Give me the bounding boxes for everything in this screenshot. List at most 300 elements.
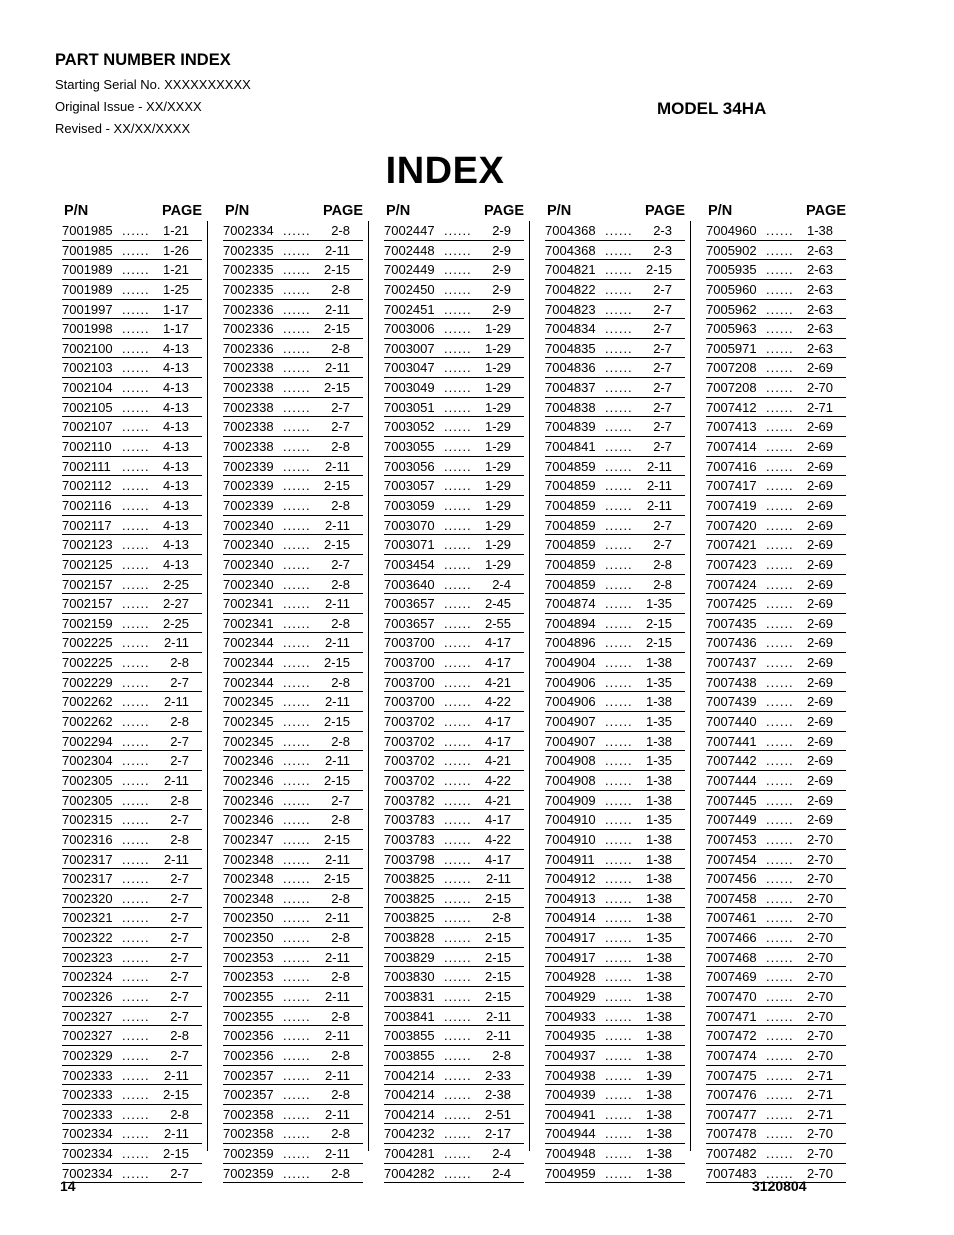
index-row xyxy=(545,280,685,300)
dot-leader: ...... xyxy=(444,988,472,1004)
index-row xyxy=(545,850,685,870)
page-reference: 4-13 xyxy=(162,399,189,415)
part-number: 7004914 xyxy=(545,910,596,926)
part-number: 7002105 xyxy=(62,399,113,415)
dot-leader: ...... xyxy=(605,380,633,396)
dot-leader: ...... xyxy=(283,831,311,847)
part-number: 7002104 xyxy=(62,380,113,396)
dot-leader: ...... xyxy=(283,615,311,631)
page-reference: 1-35 xyxy=(645,753,672,769)
dot-leader: ...... xyxy=(283,930,311,946)
page-reference: 2-69 xyxy=(806,674,833,690)
dot-leader: ...... xyxy=(605,596,633,612)
page-reference: 1-38 xyxy=(645,1146,672,1162)
index-row xyxy=(223,241,363,261)
part-number: 7003056 xyxy=(384,458,435,474)
index-row xyxy=(706,791,846,811)
part-number: 7004908 xyxy=(545,772,596,788)
dot-leader: ...... xyxy=(605,890,633,906)
dot-leader: ...... xyxy=(444,792,472,808)
page-reference: 2-7 xyxy=(170,871,189,887)
index-row xyxy=(545,594,685,614)
part-number: 7002262 xyxy=(62,714,113,730)
dot-leader: ...... xyxy=(444,1008,472,1024)
page-reference: 2-70 xyxy=(806,380,833,396)
part-number: 7003841 xyxy=(384,1008,435,1024)
index-row xyxy=(545,535,685,555)
part-number: 7007424 xyxy=(706,576,757,592)
index-row xyxy=(223,437,363,457)
page-reference: 1-38 xyxy=(645,890,672,906)
dot-leader: ...... xyxy=(122,714,150,730)
page-reference: 2-27 xyxy=(162,596,189,612)
page-reference: 2-8 xyxy=(331,340,350,356)
dot-leader: ...... xyxy=(766,831,794,847)
index-row xyxy=(706,319,846,339)
index-row xyxy=(223,476,363,496)
part-number: 7002345 xyxy=(223,733,274,749)
page-reference: 2-8 xyxy=(331,576,350,592)
page-reference: 4-21 xyxy=(484,792,511,808)
dot-leader: ...... xyxy=(605,1146,633,1162)
page-header: PAGE xyxy=(161,203,202,219)
index-row xyxy=(545,1046,685,1066)
page-reference: 2-7 xyxy=(170,930,189,946)
dot-leader: ...... xyxy=(605,281,633,297)
dot-leader: ...... xyxy=(444,497,472,513)
index-row xyxy=(384,260,524,280)
dot-leader: ...... xyxy=(766,1067,794,1083)
part-number: 7001989 xyxy=(62,262,113,278)
dot-leader: ...... xyxy=(444,851,472,867)
index-row xyxy=(545,889,685,909)
index-row xyxy=(384,555,524,575)
part-number: 7007440 xyxy=(706,714,757,730)
dot-leader: ...... xyxy=(283,792,311,808)
dot-leader: ...... xyxy=(283,537,311,553)
dot-leader: ...... xyxy=(122,497,150,513)
dot-leader: ...... xyxy=(122,340,150,356)
dot-leader: ...... xyxy=(444,223,472,238)
part-number: 7007435 xyxy=(706,615,757,631)
page-reference: 1-25 xyxy=(162,281,189,297)
part-number: 7007414 xyxy=(706,439,757,455)
part-number: 7007466 xyxy=(706,930,757,946)
index-row xyxy=(545,300,685,320)
dot-leader: ...... xyxy=(605,812,633,828)
page-reference: 2-8 xyxy=(331,1008,350,1024)
index-row xyxy=(706,555,846,575)
index-row xyxy=(223,555,363,575)
page-reference: 2-69 xyxy=(806,792,833,808)
page-reference: 2-63 xyxy=(806,301,833,317)
index-row xyxy=(706,221,846,241)
part-number: 7002334 xyxy=(223,223,274,238)
index-row xyxy=(706,967,846,987)
dot-leader: ...... xyxy=(444,360,472,376)
page-reference: 2-15 xyxy=(645,635,672,651)
index-row xyxy=(223,575,363,595)
page-reference: 4-13 xyxy=(162,360,189,376)
dot-leader: ...... xyxy=(766,439,794,455)
index-row xyxy=(384,358,524,378)
dot-leader: ...... xyxy=(444,439,472,455)
page-reference: 2-69 xyxy=(806,772,833,788)
part-number: 7003798 xyxy=(384,851,435,867)
part-number: 7007208 xyxy=(706,360,757,376)
column-header xyxy=(706,200,846,221)
dot-leader: ...... xyxy=(122,321,150,337)
part-number: 7002340 xyxy=(223,517,274,533)
page-reference: 2-15 xyxy=(323,871,350,887)
dot-leader: ...... xyxy=(122,1165,150,1181)
part-number: 7007444 xyxy=(706,772,757,788)
page-reference: 2-8 xyxy=(170,1106,189,1122)
column-divider xyxy=(690,221,691,1151)
part-number: 7002334 xyxy=(62,1126,113,1142)
dot-leader: ...... xyxy=(766,1165,794,1181)
part-number: 7005902 xyxy=(706,242,757,258)
index-row xyxy=(223,869,363,889)
dot-leader: ...... xyxy=(122,851,150,867)
part-number: 7003783 xyxy=(384,812,435,828)
index-row xyxy=(706,1007,846,1027)
part-number: 7004368 xyxy=(545,242,596,258)
part-number: 7002117 xyxy=(62,517,112,533)
part-number: 7003831 xyxy=(384,988,435,1004)
index-row xyxy=(384,339,524,359)
part-number: 7002348 xyxy=(223,890,274,906)
part-number: 7002327 xyxy=(62,1008,113,1024)
page-reference: 2-69 xyxy=(806,419,833,435)
page-reference: 1-38 xyxy=(645,871,672,887)
dot-leader: ...... xyxy=(122,576,150,592)
part-number: 7007437 xyxy=(706,655,757,671)
part-number: 7002353 xyxy=(223,969,274,985)
dot-leader: ...... xyxy=(283,733,311,749)
part-number: 7004907 xyxy=(545,714,596,730)
part-number: 7002344 xyxy=(223,655,274,671)
part-number: 7002100 xyxy=(62,340,113,356)
part-number: 7004948 xyxy=(545,1146,596,1162)
part-number: 7002338 xyxy=(223,439,274,455)
part-number: 7004859 xyxy=(545,497,596,513)
index-row xyxy=(545,614,685,634)
page-reference: 2-8 xyxy=(170,792,189,808)
index-row xyxy=(706,908,846,928)
part-number: 7002339 xyxy=(223,458,274,474)
dot-leader: ...... xyxy=(122,380,150,396)
part-number: 7002447 xyxy=(384,223,435,238)
dot-leader: ...... xyxy=(122,596,150,612)
dot-leader: ...... xyxy=(283,301,311,317)
page-reference: 2-8 xyxy=(331,281,350,297)
dot-leader: ...... xyxy=(122,1126,150,1142)
dot-leader: ...... xyxy=(122,655,150,671)
page-reference: 1-29 xyxy=(484,458,511,474)
dot-leader: ...... xyxy=(283,321,311,337)
part-number: 7004859 xyxy=(545,458,596,474)
page-reference: 1-38 xyxy=(645,1028,672,1044)
index-row xyxy=(706,437,846,457)
page-reference: 2-25 xyxy=(162,576,189,592)
part-number: 7002225 xyxy=(62,635,113,651)
index-row xyxy=(384,535,524,555)
index-row xyxy=(223,653,363,673)
page-reference: 2-8 xyxy=(492,910,511,926)
index-row xyxy=(62,1105,202,1125)
page-reference: 1-38 xyxy=(645,1126,672,1142)
page-reference: 2-69 xyxy=(806,753,833,769)
part-number: 7004906 xyxy=(545,674,596,690)
index-row xyxy=(384,378,524,398)
page-reference: 1-29 xyxy=(484,360,511,376)
page-reference: 4-13 xyxy=(162,458,189,474)
dot-leader: ...... xyxy=(283,674,311,690)
dot-leader: ...... xyxy=(283,1087,311,1103)
page-reference: 2-11 xyxy=(324,1067,350,1083)
page-reference: 2-63 xyxy=(806,281,833,297)
page-reference: 2-15 xyxy=(484,890,511,906)
part-number: 7004911 xyxy=(545,851,595,867)
part-number: 7007468 xyxy=(706,949,757,965)
part-number: 7007445 xyxy=(706,792,757,808)
page-reference: 2-45 xyxy=(484,596,511,612)
index-row xyxy=(62,339,202,359)
page-reference: 2-8 xyxy=(170,831,189,847)
page-reference: 2-11 xyxy=(324,694,350,710)
dot-leader: ...... xyxy=(605,497,633,513)
dot-leader: ...... xyxy=(283,753,311,769)
dot-leader: ...... xyxy=(283,772,311,788)
dot-leader: ...... xyxy=(605,262,633,278)
part-number: 7003049 xyxy=(384,380,435,396)
dot-leader: ...... xyxy=(605,223,633,238)
part-number: 7004929 xyxy=(545,988,596,1004)
dot-leader: ...... xyxy=(444,596,472,612)
part-number: 7002340 xyxy=(223,537,274,553)
page-reference: 1-29 xyxy=(484,419,511,435)
page-reference: 1-29 xyxy=(484,439,511,455)
dot-leader: ...... xyxy=(283,596,311,612)
index-row xyxy=(384,692,524,712)
part-number: 7001997 xyxy=(62,301,113,317)
part-number: 7007419 xyxy=(706,497,757,513)
dot-leader: ...... xyxy=(283,988,311,1004)
page-reference: 1-38 xyxy=(645,1087,672,1103)
index-row xyxy=(706,928,846,948)
page-reference: 2-9 xyxy=(492,242,511,258)
part-number: 7002336 xyxy=(223,301,274,317)
index-row xyxy=(62,751,202,771)
dot-leader: ...... xyxy=(605,988,633,1004)
page-reference: 2-15 xyxy=(323,714,350,730)
dot-leader: ...... xyxy=(766,969,794,985)
index-row xyxy=(706,633,846,653)
page-reference: 4-13 xyxy=(162,537,189,553)
page-reference: 2-17 xyxy=(484,1126,511,1142)
dot-leader: ...... xyxy=(122,812,150,828)
index-row xyxy=(545,457,685,477)
dot-leader: ...... xyxy=(766,1047,794,1063)
page-reference: 4-13 xyxy=(162,478,189,494)
dot-leader: ...... xyxy=(444,635,472,651)
part-number: 7002336 xyxy=(223,340,274,356)
part-number: 7007482 xyxy=(706,1146,757,1162)
index-row xyxy=(384,516,524,536)
page-reference: 2-7 xyxy=(653,360,672,376)
index-row xyxy=(545,712,685,732)
dot-leader: ...... xyxy=(444,694,472,710)
part-number: 7003829 xyxy=(384,949,435,965)
index-row xyxy=(706,457,846,477)
dot-leader: ...... xyxy=(605,1008,633,1024)
index-row xyxy=(545,653,685,673)
part-number: 7002340 xyxy=(223,576,274,592)
index-row xyxy=(223,319,363,339)
page-reference: 2-7 xyxy=(653,517,672,533)
part-number: 7002322 xyxy=(62,930,113,946)
index-column xyxy=(62,200,202,1183)
dot-leader: ...... xyxy=(283,1008,311,1024)
dot-leader: ...... xyxy=(122,753,150,769)
page-reference: 1-38 xyxy=(645,949,672,965)
dot-leader: ...... xyxy=(444,262,472,278)
dot-leader: ...... xyxy=(605,1067,633,1083)
index-row xyxy=(545,673,685,693)
index-row xyxy=(545,987,685,1007)
page-reference: 2-70 xyxy=(806,1165,833,1181)
part-number: 7004821 xyxy=(545,262,596,278)
part-number: 7007469 xyxy=(706,969,757,985)
index-row xyxy=(545,260,685,280)
part-number: 7004910 xyxy=(545,812,596,828)
dot-leader: ...... xyxy=(122,615,150,631)
index-row xyxy=(62,1007,202,1027)
page-reference: 2-11 xyxy=(646,478,672,494)
index-row xyxy=(223,948,363,968)
dot-leader: ...... xyxy=(444,949,472,965)
page-reference: 2-38 xyxy=(484,1087,511,1103)
part-number: 7002112 xyxy=(62,478,112,494)
index-row xyxy=(706,1144,846,1164)
revised-line: Revised - XX/XX/XXXX xyxy=(55,121,191,136)
page-reference: 1-29 xyxy=(484,478,511,494)
part-number: 7003657 xyxy=(384,615,435,631)
index-row xyxy=(545,555,685,575)
dot-leader: ...... xyxy=(444,556,472,572)
dot-leader: ...... xyxy=(605,635,633,651)
page-reference: 2-11 xyxy=(324,1106,350,1122)
dot-leader: ...... xyxy=(766,419,794,435)
index-row xyxy=(223,987,363,1007)
part-number: 7002357 xyxy=(223,1067,274,1083)
dot-leader: ...... xyxy=(283,910,311,926)
index-row xyxy=(62,378,202,398)
index-row xyxy=(384,653,524,673)
part-number: 7004859 xyxy=(545,576,596,592)
page-reference: 1-29 xyxy=(484,399,511,415)
page-reference: 2-69 xyxy=(806,497,833,513)
index-row xyxy=(706,358,846,378)
dot-leader: ...... xyxy=(444,871,472,887)
dot-leader: ...... xyxy=(444,321,472,337)
index-row xyxy=(62,987,202,1007)
page-reference: 2-4 xyxy=(492,1146,511,1162)
dot-leader: ...... xyxy=(766,537,794,553)
index-row xyxy=(384,221,524,241)
dot-leader: ...... xyxy=(283,478,311,494)
part-number: 7002335 xyxy=(223,242,274,258)
part-number: 7003047 xyxy=(384,360,435,376)
dot-leader: ...... xyxy=(283,399,311,415)
index-row xyxy=(62,1124,202,1144)
dot-leader: ...... xyxy=(444,772,472,788)
index-row xyxy=(384,830,524,850)
index-row xyxy=(62,260,202,280)
page-reference: 2-7 xyxy=(331,792,350,808)
page-reference: 2-69 xyxy=(806,556,833,572)
part-number: 7001985 xyxy=(62,242,113,258)
dot-leader: ...... xyxy=(605,419,633,435)
part-number: 7004839 xyxy=(545,419,596,435)
index-row xyxy=(62,496,202,516)
page-reference: 2-63 xyxy=(806,262,833,278)
page-reference: 2-69 xyxy=(806,517,833,533)
index-row xyxy=(384,751,524,771)
page-reference: 2-8 xyxy=(331,1047,350,1063)
dot-leader: ...... xyxy=(283,1146,311,1162)
dot-leader: ...... xyxy=(766,1146,794,1162)
index-row xyxy=(384,594,524,614)
dot-leader: ...... xyxy=(283,871,311,887)
index-row xyxy=(384,732,524,752)
index-row xyxy=(545,1085,685,1105)
dot-leader: ...... xyxy=(766,301,794,317)
part-number: 7002347 xyxy=(223,831,274,847)
page-reference: 1-39 xyxy=(645,1067,672,1083)
index-row xyxy=(62,594,202,614)
part-number: 7002159 xyxy=(62,615,113,631)
index-row xyxy=(384,241,524,261)
index-row xyxy=(62,1026,202,1046)
dot-leader: ...... xyxy=(122,969,150,985)
page-reference: 4-13 xyxy=(162,517,189,533)
part-number: 7004214 xyxy=(384,1106,435,1122)
page-reference: 2-15 xyxy=(484,969,511,985)
index-row xyxy=(62,633,202,653)
index-row xyxy=(706,398,846,418)
page-reference: 2-11 xyxy=(163,772,189,788)
part-number: 7002345 xyxy=(223,714,274,730)
dot-leader: ...... xyxy=(283,949,311,965)
part-number: 7004912 xyxy=(545,871,596,887)
page-reference: 2-3 xyxy=(653,223,672,238)
dot-leader: ...... xyxy=(122,281,150,297)
dot-leader: ...... xyxy=(605,399,633,415)
page-reference: 1-35 xyxy=(645,714,672,730)
page-reference: 2-11 xyxy=(163,851,189,867)
dot-leader: ...... xyxy=(766,635,794,651)
column-header xyxy=(545,200,685,221)
dot-leader: ...... xyxy=(766,321,794,337)
part-number: 7002323 xyxy=(62,949,113,965)
page-reference: 2-69 xyxy=(806,478,833,494)
part-number: 7002316 xyxy=(62,831,113,847)
index-row xyxy=(384,673,524,693)
index-row xyxy=(62,300,202,320)
part-number: 7002317 xyxy=(62,871,113,887)
